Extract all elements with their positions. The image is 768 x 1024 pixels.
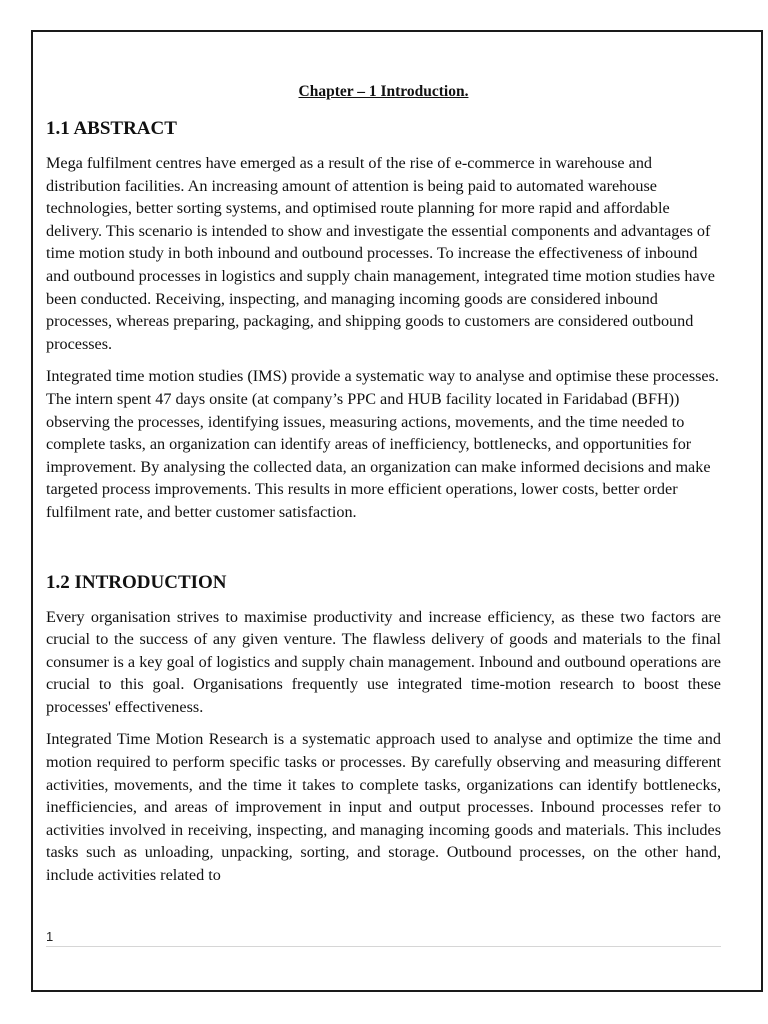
introduction-paragraph-1: Every organisation strives to maximise productivity and increase efficiency, as these two factors are crucial to the success of any given venture. The flawless delivery of goods and materials to the final consumer is a key goal of logistics and supply chain management. Inbound and outbound operations are crucial to this goal. Organisations frequently use integrated time-motion research to boost these processes' effectiveness. — [46, 607, 721, 716]
abstract-paragraph-2: Integrated time motion studies (IMS) provide a systematic way to analyse and optimise these processes. The intern spent 47 days onsite (at company’s PPC and HUB facility located in Faridabad (BFH)) observing the processes, identifying issues, measuring actions, movements, and the time needed to complete tasks, an organization can identify areas of inefficiency, bottlenecks, and opportunities for improvement. By analysing the collected data, an organization can make informed decisions and make targeted process improvements. This results in more efficient operations, lower costs, better order fulfilment rate, and better customer satisfaction. — [46, 367, 719, 521]
abstract-paragraph-1: Mega fulfilment centres have emerged as a result of the rise of e-commerce in warehouse and distribution facilities. An increasing amount of attention is being paid to automated warehouse technologies, better sorting systems, and optimised route planning for more rapid and affordable delivery. This scenario is intended to show and investigate the essential components and advantages of time motion study in both inbound and outbound processes. To increase the effectiveness of inbound and outbound processes in logistics and supply chain management, integrated time motion studies have been conducted. Receiving, inspecting, and managing incoming goods are considered inbound processes, whereas preparing, packaging, and shipping goods to customers are considered outbound processes. — [46, 154, 715, 353]
abstract-heading: 1.1 ABSTRACT — [46, 118, 177, 139]
introduction-heading: 1.2 INTRODUCTION — [46, 571, 227, 593]
introduction-paragraph-2: Integrated Time Motion Research is a systematic approach used to analyse and optimize the time and motion required to perform specific tasks or processes. By carefully observing and measuring different activities, movements, and the time it takes to complete tasks, organizations can identify bottlenecks, inefficiencies, and areas of improvement in input and output processes. Inbound processes refer to activities involved in receiving, inspecting, and managing incoming goods and materials. This includes tasks such as unloading, unpacking, sorting, and storage. Outbound processes, on the other hand, include activities related to — [46, 730, 721, 885]
chapter-title: Chapter – 1 Introduction. — [298, 83, 469, 100]
document-body — [46, 80, 721, 897]
footer-divider — [46, 946, 721, 947]
page-number: 1 — [46, 929, 54, 944]
